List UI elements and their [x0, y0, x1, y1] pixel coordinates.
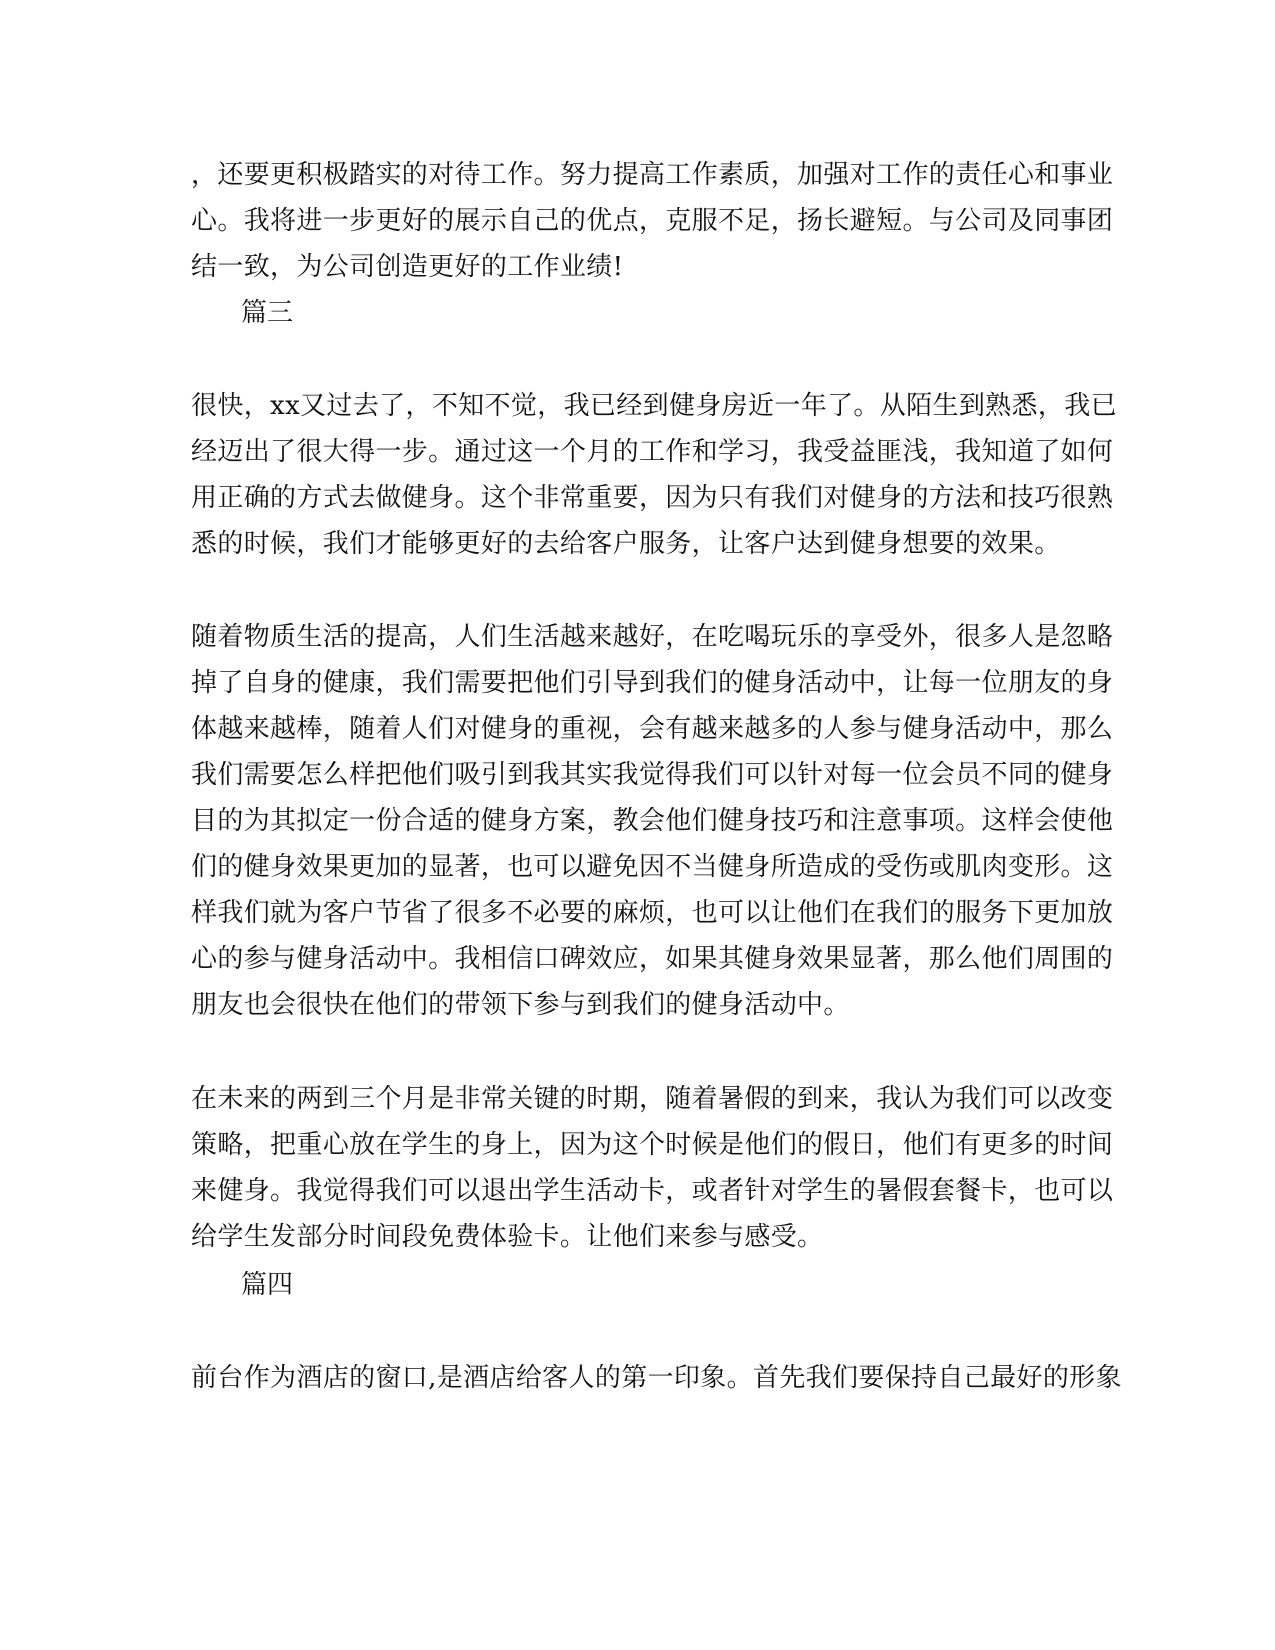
paragraph-line: 我们需要怎么样把他们吸引到我其实我觉得我们可以针对每一位会员不同的健身 [191, 760, 1114, 790]
paragraph-line: 给学生发部分时间段免费体验卡。让他们来参与感受。 [191, 1222, 824, 1252]
paragraph-line: 体越来越棒，随着人们对健身的重视，会有越来越多的人参与健身活动中，那么 [191, 714, 1114, 744]
paragraph-line: 前台作为酒店的窗口,是酒店给客人的第一印象。首先我们要保持自己最好的形象 [191, 1363, 1122, 1393]
paragraph-line: 掉了自身的健康，我们需要把他们引导到我们的健身活动中，让每一位朋友的身 [191, 668, 1114, 698]
paragraph-line: 用正确的方式去做健身。这个非常重要，因为只有我们对健身的方法和技巧很熟 [191, 483, 1114, 513]
paragraph-line: ，还要更积极踏实的对待工作。努力提高工作素质，加强对工作的责任心和事业 [191, 160, 1114, 190]
paragraph-line: 策略，把重心放在学生的身上，因为这个时候是他们的假日，他们有更多的时间 [191, 1130, 1114, 1160]
paragraph-line: 目的为其拟定一份合适的健身方案，教会他们健身技巧和注意事项。这样会使他 [191, 806, 1114, 836]
paragraph-line: 心。我将进一步更好的展示自己的优点，克服不足，扬长避短。与公司及同事团 [191, 206, 1114, 236]
paragraph-line: 心的参与健身活动中。我相信口碑效应，如果其健身效果显著，那么他们周围的 [191, 944, 1114, 974]
paragraph-line: 经迈出了很大得一步。通过这一个月的工作和学习，我受益匪浅，我知道了如何 [191, 437, 1114, 467]
paragraph-line: 在未来的两到三个月是非常关键的时期，随着暑假的到来，我认为我们可以改变 [191, 1084, 1114, 1114]
paragraph-line: 很快，xx又过去了，不知不觉，我已经到健身房近一年了。从陌生到熟悉，我已 [191, 391, 1117, 421]
paragraph-line: 朋友也会很快在他们的带领下参与到我们的健身活动中。 [191, 990, 850, 1020]
paragraph-line: 们的健身效果更加的显著，也可以避免因不当健身所造成的受伤或肌肉变形。这 [191, 852, 1114, 882]
section-heading-three: 篇三 [241, 298, 294, 328]
section-heading-four: 篇四 [241, 1270, 294, 1300]
paragraph-line: 随着物质生活的提高，人们生活越来越好，在吃喝玩乐的享受外，很多人是忽略 [191, 622, 1114, 652]
paragraph-line: 样我们就为客户节省了很多不必要的麻烦，也可以让他们在我们的服务下更加放 [191, 898, 1114, 928]
paragraph-line: 悉的时候，我们才能够更好的去给客户服务，让客户达到健身想要的效果。 [191, 529, 1061, 559]
paragraph-line: 来健身。我觉得我们可以退出学生活动卡，或者针对学生的暑假套餐卡，也可以 [191, 1176, 1114, 1206]
paragraph-line: 结一致，为公司创造更好的工作业绩! [191, 252, 624, 282]
